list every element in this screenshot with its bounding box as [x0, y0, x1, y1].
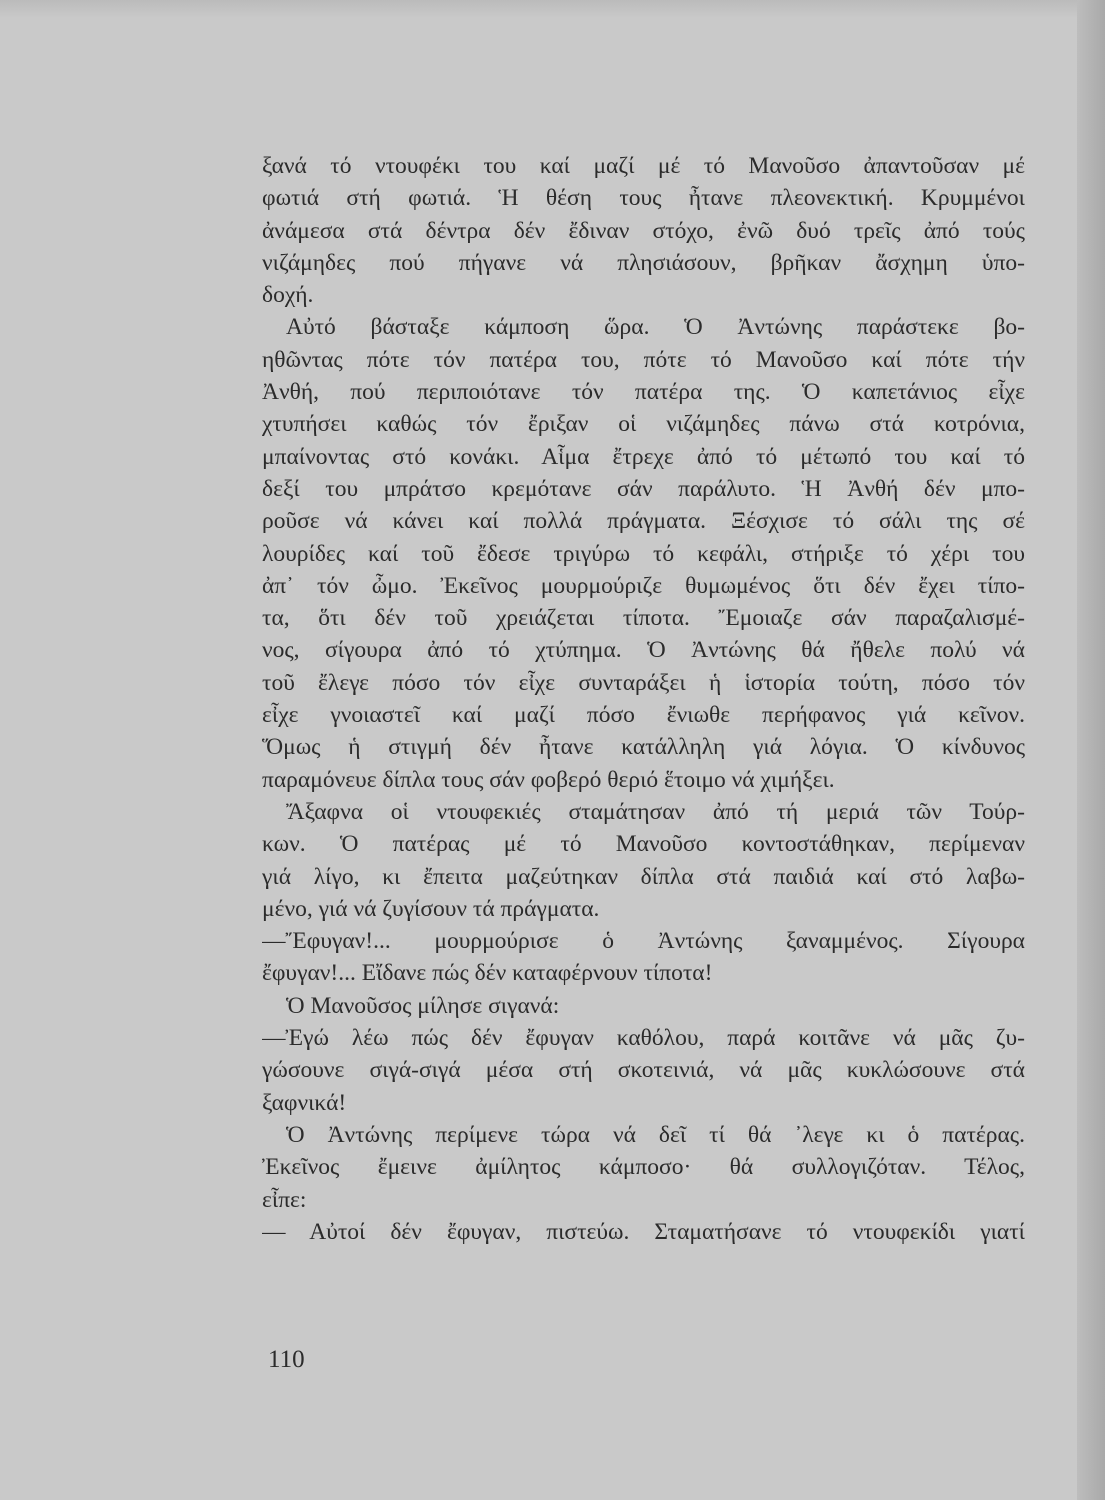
- text-line: ἀπ᾿ τόν ὦμο. Ἐκεῖνος μουρμούριζε θυμωμένος ὅτι δέν ἔχει τίπο-: [262, 572, 1025, 599]
- text-line: μπαίνοντας στό κονάκι. Αἷμα ἔτρεχε ἀπό τό μέτωπό του καί τό: [262, 443, 1025, 470]
- text-line: Αὐτό βάσταξε κάμποση ὥρα. Ὁ Ἀντώνης παράστεκε βο-: [286, 314, 1025, 341]
- page-top-shadow: [0, 0, 1105, 18]
- text-line: δεξί του μπράτσο κρεμότανε σάν παράλυτο. Ἡ Ἀνθή δέν μπο-: [262, 475, 1025, 502]
- body-text: [262, 150, 1025, 1248]
- text-line: Ἐκεῖνος ἔμεινε ἀμίλητος κάμποσο· θά συλλογιζόταν. Τέλος,: [262, 1154, 1025, 1181]
- text-line: ἀνάμεσα στά δέντρα δέν ἔδιναν στόχο, ἐνῶ δυό τρεῖς ἀπό τούς: [262, 217, 1025, 244]
- text-line: γιά λίγο, κι ἔπειτα μαζεύτηκαν δίπλα στά παιδιά καί στό λαβω-: [262, 863, 1025, 890]
- text-line: νιζάμηδες πού πήγανε νά πλησιάσουν, βρῆκαν ἄσχημη ὑπο-: [262, 249, 1025, 276]
- text-line: ἔφυγαν!... Εἴδανε πώς δέν καταφέρνουν τίποτα!: [262, 960, 713, 987]
- text-line: — Αὐτοί δέν ἔφυγαν, πιστεύω. Σταματήσανε τό ντουφεκίδι γιατί: [262, 1218, 1025, 1245]
- text-line: φωτιά στή φωτιά. Ἡ θέση τους ἦτανε πλεονεκτική. Κρυμμένοι: [262, 185, 1025, 212]
- text-line: Ὁ Μανοῦσος μίλησε σιγανά:: [286, 992, 560, 1019]
- text-line: κων. Ὁ πατέρας μέ τό Μανοῦσο κοντοστάθηκαν, περίμεναν: [262, 831, 1025, 858]
- text-line: Ἄξαφνα οἱ ντουφεκιές σταμάτησαν ἀπό τή μεριά τῶν Τούρ-: [286, 798, 1025, 825]
- page-number: 110: [268, 1346, 305, 1373]
- text-line: ροῦσε νά κάνει καί πολλά πράγματα. Ξέσχισε τό σάλι της σέ: [262, 508, 1025, 535]
- page-edge-shadow: [1077, 0, 1105, 1500]
- text-line: Ἀνθή, πού περιποιότανε τόν πατέρα της. Ὁ καπετάνιος εἶχε: [262, 379, 1025, 406]
- text-line: τα, ὅτι δέν τοῦ χρειάζεται τίποτα. Ἔμοιαζε σάν παραζαλισμέ-: [262, 605, 1025, 632]
- text-line: χτυπήσει καθώς τόν ἔριξαν οἱ νιζάμηδες πάνω στά κοτρόνια,: [262, 411, 1025, 438]
- text-line: λουρίδες καί τοῦ ἔδεσε τριγύρω τό κεφάλι, στήριξε τό χέρι του: [262, 540, 1025, 567]
- text-line: δοχή.: [262, 282, 314, 309]
- text-line: ξανά τό ντουφέκι του καί μαζί μέ τό Μανοῦσο ἀπαντοῦσαν μέ: [262, 153, 1025, 179]
- text-line: ηθῶντας πότε τόν πατέρα του, πότε τό Μανοῦσο καί πότε τήν: [262, 346, 1025, 373]
- text-line: ξαφνικά!: [262, 1089, 347, 1116]
- text-line: εἶπε:: [262, 1186, 307, 1213]
- text-line: Ὁ Ἀντώνης περίμενε τώρα νά δεῖ τί θά ᾿λεγε κι ὁ πατέρας.: [286, 1121, 1025, 1148]
- text-line: νος, σίγουρα ἀπό τό χτύπημα. Ὁ Ἀντώνης θά ἤθελε πολύ νά: [262, 637, 1025, 664]
- text-line: εἶχε γνοιαστεῖ καί μαζί πόσο ἔνιωθε περήφανος γιά κεῖνον.: [262, 702, 1025, 729]
- text-line: μένο, γιά νά ζυγίσουν τά πράγματα.: [262, 895, 600, 922]
- text-line: γώσουνε σιγά-σιγά μέσα στή σκοτεινιά, νά μᾶς κυκλώσουνε στά: [262, 1057, 1025, 1084]
- text-line: —Ἔφυγαν!... μουρμούρισε ὁ Ἀντώνης ξαναμμένος. Σίγουρα: [262, 928, 1025, 955]
- text-line: —Ἐγώ λέω πώς δέν ἔφυγαν καθόλου, παρά κοιτᾶνε νά μᾶς ζυ-: [262, 1025, 1025, 1052]
- text-line: Ὅμως ἡ στιγμή δέν ἦτανε κατάλληλη γιά λόγια. Ὁ κίνδυνος: [262, 734, 1025, 761]
- text-line: τοῦ ἔλεγε πόσο τόν εἶχε συνταράξει ἡ ἱστορία τούτη, πόσο τόν: [262, 669, 1025, 696]
- text-line: παραμόνευε δίπλα τους σάν φοβερό θεριό ἕτοιμο νά χιμήξει.: [262, 766, 835, 793]
